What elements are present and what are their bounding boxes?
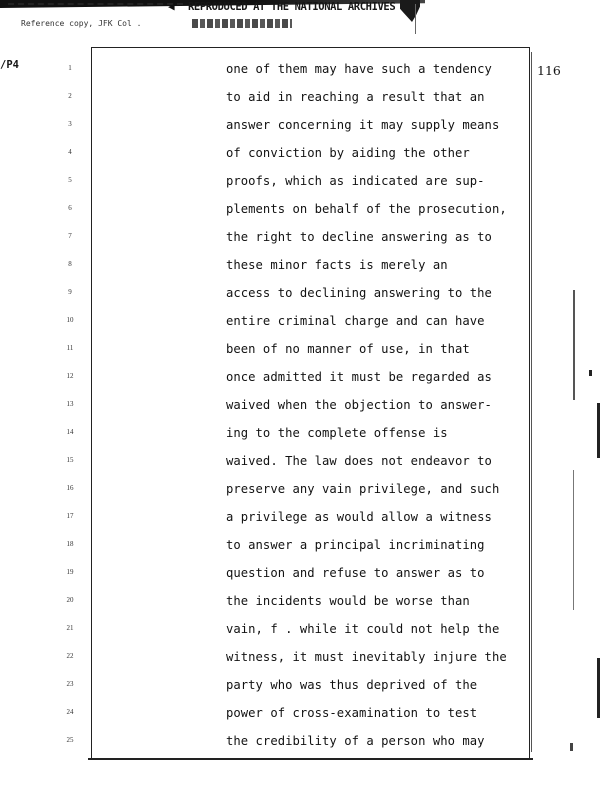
- line-number: 10: [66, 316, 74, 324]
- line-number: 25: [66, 736, 74, 744]
- transcript-line: once admitted it must be regarded as: [226, 370, 492, 384]
- line-number: 15: [66, 456, 74, 464]
- section-code: /P4: [0, 59, 19, 71]
- line-number: 8: [68, 260, 72, 268]
- page-number: 116: [537, 63, 561, 78]
- line-number: 11: [66, 344, 74, 352]
- transcript-line: proofs, which as indicated are sup-: [226, 174, 485, 188]
- transcript-line: access to declining answering to the: [226, 286, 492, 300]
- scan-tick: [415, 4, 416, 34]
- transcript-line: vain, f . while it could not help the: [226, 622, 500, 636]
- transcript-line: the right to decline answering as to: [226, 230, 492, 244]
- line-number: 19: [66, 568, 74, 576]
- line-number: 2: [68, 92, 72, 100]
- transcript-line: witness, it must inevitably injure the: [226, 650, 507, 664]
- line-number: 13: [66, 400, 74, 408]
- line-number: 16: [66, 484, 74, 492]
- line-number: 6: [68, 204, 72, 212]
- line-number: 23: [66, 680, 74, 688]
- transcript-line: the credibility of a person who may: [226, 734, 485, 748]
- transcript-line: question and refuse to answer as to: [226, 566, 485, 580]
- transcript-line: a privilege as would allow a witness: [226, 510, 492, 524]
- transcript-line: the incidents would be worse than: [226, 594, 470, 608]
- line-number: 5: [68, 176, 72, 184]
- line-number: 14: [66, 428, 74, 436]
- transcript-line: waived when the objection to answer-: [226, 398, 492, 412]
- line-number: 20: [66, 596, 74, 604]
- line-number: 9: [68, 288, 72, 296]
- transcript-line: of conviction by aiding the other: [226, 146, 470, 160]
- header-marker-icon: ◀: [168, 0, 175, 13]
- line-number: 17: [66, 512, 74, 520]
- line-number: 22: [66, 652, 74, 660]
- reference-note: Reference copy, JFK Col .: [21, 19, 142, 28]
- transcript-line: power of cross-examination to test: [226, 706, 478, 720]
- transcript-line: these minor facts is merely an: [226, 258, 448, 272]
- margin-mark: [597, 658, 600, 718]
- transcript-line: to aid in reaching a result that an: [226, 90, 485, 104]
- transcript-line: been of no manner of use, in that: [226, 342, 470, 356]
- transcript-line: ing to the complete offense is: [226, 426, 448, 440]
- transcript-line: entire criminal charge and can have: [226, 314, 485, 328]
- frame-right-edge: [531, 52, 532, 752]
- line-number: 1: [68, 64, 72, 72]
- margin-dot: [570, 743, 573, 751]
- frame-bottom-rule: [88, 758, 533, 760]
- line-number: 21: [66, 624, 74, 632]
- transcript-line: party who was thus deprived of the: [226, 678, 478, 692]
- transcript-line: one of them may have such a tendency: [226, 62, 492, 76]
- line-number: 18: [66, 540, 74, 548]
- transcript-line: answer concerning it may supply means: [226, 118, 500, 132]
- transcript-line: to answer a principal incriminating: [226, 538, 485, 552]
- header-dashes: [8, 3, 183, 7]
- line-number: 24: [66, 708, 74, 716]
- margin-mark: [573, 290, 575, 400]
- margin-mark: [597, 403, 600, 458]
- archive-stamp-icon: [400, 0, 420, 22]
- header-smudge: [192, 19, 292, 28]
- margin-dot: [589, 370, 592, 376]
- transcript-line: plements on behalf of the prosecution,: [226, 202, 507, 216]
- transcript-line: preserve any vain privilege, and such: [226, 482, 500, 496]
- transcript-line: waived. The law does not endeavor to: [226, 454, 492, 468]
- archive-banner: REPRODUCED AT THE NATIONAL ARCHIVES: [188, 1, 396, 13]
- margin-mark: [573, 470, 574, 610]
- line-number: 3: [68, 120, 72, 128]
- line-number: 12: [66, 372, 74, 380]
- line-number: 7: [68, 232, 72, 240]
- line-number: 4: [68, 148, 72, 156]
